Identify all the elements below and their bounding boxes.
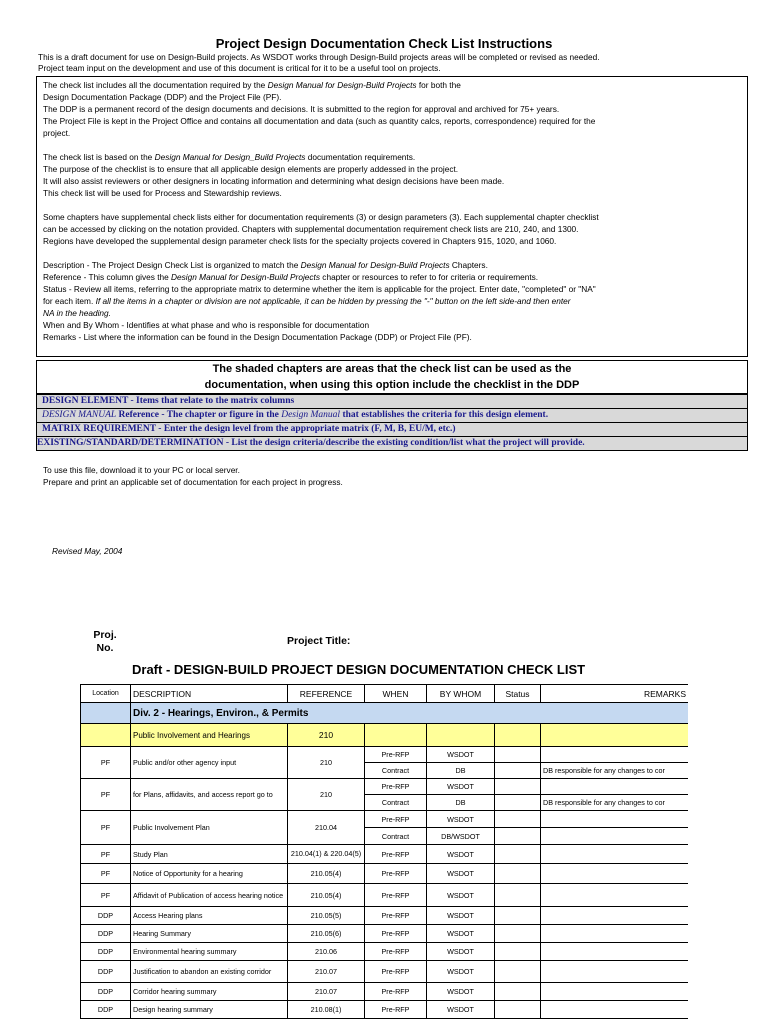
cell-reference: 210.07 bbox=[288, 961, 365, 983]
table-row[interactable] bbox=[81, 811, 691, 828]
cell-reference: 210.08(1) bbox=[288, 1001, 365, 1019]
cell-reference: 210.07 bbox=[288, 983, 365, 1001]
instruction-line: can be accessed by clicking on the notation provided. Chapters with supplemental documentation requirement check lists are 210, 240, and 1300. bbox=[43, 224, 579, 234]
cell-remarks[interactable] bbox=[541, 961, 691, 983]
cell-status[interactable] bbox=[495, 795, 541, 811]
cell-by-whom: WSDOT bbox=[427, 907, 495, 925]
revised-date: Revised May, 2004 bbox=[52, 546, 123, 556]
cell-when: Pre-RFP bbox=[365, 884, 427, 907]
project-number-label bbox=[92, 629, 118, 655]
cell-by-whom: WSDOT bbox=[427, 961, 495, 983]
table-row[interactable] bbox=[81, 925, 691, 943]
instruction-line: Remarks - List where the information can be found in the Design Documentation Package (DDP) or Project File (PF). bbox=[43, 332, 472, 342]
page-margin bbox=[688, 684, 768, 1024]
cell-description: Hearing Summary bbox=[131, 925, 288, 943]
cell-status[interactable] bbox=[495, 983, 541, 1001]
cell-status[interactable] bbox=[495, 779, 541, 795]
cell-description: Environmental hearing summary bbox=[131, 943, 288, 961]
legend-design-manual: DESIGN MANUAL Reference - The chapter or figure in the Design Manual that establishes the criteria for this design element. bbox=[36, 408, 748, 423]
table-row[interactable] bbox=[81, 943, 691, 961]
header-by-whom: BY WHOM bbox=[427, 685, 495, 703]
project-title-label: Project Title: bbox=[287, 635, 351, 647]
cell-when: Pre-RFP bbox=[365, 845, 427, 864]
cell-location: PF bbox=[81, 779, 131, 811]
usage-note bbox=[43, 464, 343, 488]
cell-location: DDP bbox=[81, 943, 131, 961]
instruction-line: Description - The Project Design Check List is organized to match the Design Manual for Design-Build Projects Chapters. bbox=[43, 260, 488, 270]
table-row[interactable] bbox=[81, 983, 691, 1001]
cell-reference: 210.04 bbox=[288, 811, 365, 845]
instruction-line: for each item. If all the items in a chapter or division are not applicable, it can be hidden by pressing the "-" button on the left side-and then enter bbox=[43, 296, 571, 306]
header-when: WHEN bbox=[365, 685, 427, 703]
cell-status[interactable] bbox=[495, 884, 541, 907]
cell-location: PF bbox=[81, 811, 131, 845]
cell-by-whom: WSDOT bbox=[427, 1001, 495, 1019]
header-location: Location bbox=[81, 685, 131, 703]
cell-status[interactable] bbox=[495, 845, 541, 864]
cell-when: Pre-RFP bbox=[365, 811, 427, 828]
intro-line: Project team input on the development and use of this document is critical for it to be a useful tool on projects. bbox=[38, 63, 441, 73]
instruction-line: When and By Whom - Identifies at what phase and who is responsible for documentation bbox=[43, 320, 370, 330]
header-remarks: REMARKS bbox=[541, 685, 691, 703]
cell-remarks[interactable] bbox=[541, 983, 691, 1001]
instruction-line: project. bbox=[43, 128, 71, 138]
cell bbox=[495, 724, 541, 747]
instructions-box bbox=[36, 76, 748, 357]
shaded-note-line: The shaded chapters are areas that the check list can be used as the bbox=[212, 363, 572, 375]
shaded-note bbox=[36, 360, 748, 394]
cell-reference: 210 bbox=[288, 747, 365, 779]
cell-location: DDP bbox=[81, 925, 131, 943]
cell-location: PF bbox=[81, 884, 131, 907]
cell-location: PF bbox=[81, 845, 131, 864]
header-description: DESCRIPTION bbox=[131, 685, 288, 703]
cell-reference: 210.05(4) bbox=[288, 884, 365, 907]
cell-remarks[interactable] bbox=[541, 845, 691, 864]
table-row[interactable] bbox=[81, 747, 691, 763]
table-row[interactable] bbox=[81, 845, 691, 864]
intro-line: This is a draft document for use on Design-Build projects. As WSDOT works through Design-Build projects areas will be completed or revised as needed. bbox=[38, 52, 600, 62]
project-number-label-line: Proj. bbox=[93, 629, 117, 641]
cell-description: Justification to abandon an existing corridor bbox=[131, 961, 288, 983]
table-row[interactable] bbox=[81, 864, 691, 884]
legend-design-element: DESIGN ELEMENT - Items that relate to the matrix columns bbox=[36, 394, 748, 409]
instruction-line: Status - Review all items, referring to the appropriate matrix to determine whether the item is applicable for the project. Enter date, "completed" or "NA" bbox=[43, 284, 596, 294]
cell-description: Study Plan bbox=[131, 845, 288, 864]
page-title: Project Design Documentation Check List Instructions bbox=[215, 36, 553, 51]
cell-description: Access Hearing plans bbox=[131, 907, 288, 925]
cell-status[interactable] bbox=[495, 943, 541, 961]
cell-location: DDP bbox=[81, 983, 131, 1001]
cell-by-whom: WSDOT bbox=[427, 845, 495, 864]
usage-line: Prepare and print an applicable set of documentation for each project in progress. bbox=[43, 477, 343, 487]
cell-when: Pre-RFP bbox=[365, 925, 427, 943]
cell-remarks[interactable] bbox=[541, 779, 691, 795]
cell-description: Public and/or other agency input bbox=[131, 747, 288, 779]
cell-description: Public Involvement Plan bbox=[131, 811, 288, 845]
instruction-line: Some chapters have supplemental check lists either for documentation requirements (3) or design parameters (3). Each supplemental chapter checklist bbox=[43, 212, 599, 222]
cell-by-whom: WSDOT bbox=[427, 925, 495, 943]
header-reference: REFERENCE bbox=[288, 685, 365, 703]
table-header-row bbox=[81, 685, 691, 703]
cell-reference: 210.05(5) bbox=[288, 907, 365, 925]
cell-when: Contract bbox=[365, 795, 427, 811]
cell-remarks[interactable] bbox=[541, 811, 691, 828]
cell-description: Notice of Opportunity for a hearing bbox=[131, 864, 288, 884]
cell-remarks[interactable] bbox=[541, 925, 691, 943]
instruction-line: It will also assist reviewers or other designers in locating information and determining what design decisions have been made. bbox=[43, 176, 505, 186]
instruction-line: NA in the heading. bbox=[43, 308, 111, 318]
cell-when: Pre-RFP bbox=[365, 983, 427, 1001]
cell-reference: 210.05(6) bbox=[288, 925, 365, 943]
cell-when: Pre-RFP bbox=[365, 943, 427, 961]
chapter-description: Public Involvement and Hearings bbox=[131, 724, 288, 747]
instruction-line: The purpose of the checklist is to ensure that all applicable design elements are properly addessed in the project. bbox=[43, 164, 459, 174]
cell-remarks[interactable] bbox=[541, 884, 691, 907]
legend-existing-standard: EXISTING/STANDARD/DETERMINATION - List the design criteria/describe the existing condition/list what the project will provide. bbox=[36, 436, 748, 451]
cell bbox=[81, 703, 131, 724]
cell-when: Contract bbox=[365, 763, 427, 779]
division-row[interactable] bbox=[81, 703, 691, 724]
project-number-label-line: No. bbox=[96, 642, 114, 654]
cell-reference: 210.05(4) bbox=[288, 864, 365, 884]
cell-by-whom: WSDOT bbox=[427, 779, 495, 795]
instruction-line: This check list will be used for Process and Stewardship reviews. bbox=[43, 188, 282, 198]
cell-description: for Plans, affidavits, and access report go to bbox=[131, 779, 288, 811]
cell-remarks[interactable] bbox=[541, 943, 691, 961]
shaded-note-line: documentation, when using this option include the checklist in the DDP bbox=[204, 379, 580, 391]
cell-by-whom: WSDOT bbox=[427, 943, 495, 961]
instruction-line: The Project File is kept in the Project Office and contains all documentation and data (such as quantity calcs, reports, correspondence) required for the bbox=[43, 116, 596, 126]
cell-status[interactable] bbox=[495, 864, 541, 884]
instruction-line: Regions have developed the supplemental design parameter check lists for the specialty projects covered in Chapters 915, 1020, and 1060. bbox=[43, 236, 557, 246]
instruction-line: The check list is based on the Design Manual for Design_Build Projects documentation requirements. bbox=[43, 152, 416, 162]
cell-location: PF bbox=[81, 864, 131, 884]
usage-line: To use this file, download it to your PC or local server. bbox=[43, 465, 240, 475]
cell-remarks[interactable] bbox=[541, 828, 691, 845]
cell-remarks[interactable]: DB responsible for any changes to cor bbox=[541, 763, 691, 779]
cell-location: PF bbox=[81, 747, 131, 779]
cell-when: Pre-RFP bbox=[365, 961, 427, 983]
cell-status[interactable] bbox=[495, 907, 541, 925]
cell-status[interactable] bbox=[495, 763, 541, 779]
table-row[interactable] bbox=[81, 779, 691, 795]
legend-matrix-requirement: MATRIX REQUIREMENT - Enter the design level from the appropriate matrix (F, M, B, EU/M, etc.) bbox=[36, 422, 748, 437]
intro-text bbox=[38, 52, 738, 74]
cell-reference: 210.06 bbox=[288, 943, 365, 961]
cell-reference: 210.04(1) & 220.04(5) bbox=[288, 845, 365, 864]
cell bbox=[365, 724, 427, 747]
cell-status[interactable] bbox=[495, 828, 541, 845]
cell-when: Pre-RFP bbox=[365, 1001, 427, 1019]
chapter-reference: 210 bbox=[288, 724, 365, 747]
table-row[interactable] bbox=[81, 961, 691, 983]
cell-status[interactable] bbox=[495, 1001, 541, 1019]
cell-when: Contract bbox=[365, 828, 427, 845]
cell-description: Design hearing summary bbox=[131, 1001, 288, 1019]
cell-location: DDP bbox=[81, 1001, 131, 1019]
cell bbox=[427, 724, 495, 747]
cell-description: Corridor hearing summary bbox=[131, 983, 288, 1001]
checklist-title: Draft - DESIGN-BUILD PROJECT DESIGN DOCUMENTATION CHECK LIST bbox=[132, 662, 586, 677]
cell-when: Pre-RFP bbox=[365, 779, 427, 795]
cell-remarks[interactable] bbox=[541, 864, 691, 884]
cell-by-whom: WSDOT bbox=[427, 811, 495, 828]
cell-when: Pre-RFP bbox=[365, 747, 427, 763]
cell-by-whom: WSDOT bbox=[427, 747, 495, 763]
cell-remarks[interactable] bbox=[541, 907, 691, 925]
cell-by-whom: DB bbox=[427, 795, 495, 811]
division-label: Div. 2 - Hearings, Environ., & Permits bbox=[131, 703, 691, 724]
cell bbox=[81, 724, 131, 747]
cell-when: Pre-RFP bbox=[365, 907, 427, 925]
cell-description: Affidavit of Publication of access hearing notice bbox=[131, 884, 288, 907]
cell-by-whom: DB/WSDOT bbox=[427, 828, 495, 845]
instruction-line: Design Documentation Package (DDP) and the Project File (PF). bbox=[43, 92, 282, 102]
cell-reference: 210 bbox=[288, 779, 365, 811]
cell-by-whom: WSDOT bbox=[427, 983, 495, 1001]
cell-remarks[interactable]: DB responsible for any changes to cor bbox=[541, 795, 691, 811]
chapter-row[interactable] bbox=[81, 724, 691, 747]
table-row[interactable] bbox=[81, 907, 691, 925]
cell-status[interactable] bbox=[495, 811, 541, 828]
cell-by-whom: WSDOT bbox=[427, 864, 495, 884]
cell-by-whom: WSDOT bbox=[427, 884, 495, 907]
instruction-line: Reference - This column gives the Design Manual for Design-Build Projects chapter or resources to refer to for criteria or requirements. bbox=[43, 272, 539, 282]
cell-location: DDP bbox=[81, 961, 131, 983]
cell-remarks[interactable] bbox=[541, 1001, 691, 1019]
cell bbox=[541, 724, 691, 747]
table-row[interactable] bbox=[81, 1001, 691, 1019]
checklist-table bbox=[80, 684, 691, 1019]
instruction-line: The DDP is a permanent record of the design documents and decisions. It is submitted to the region for approval and archived for 75+ years. bbox=[43, 104, 560, 114]
cell-status[interactable] bbox=[495, 925, 541, 943]
cell-when: Pre-RFP bbox=[365, 864, 427, 884]
table-row[interactable] bbox=[81, 884, 691, 907]
cell-remarks[interactable] bbox=[541, 747, 691, 763]
cell-by-whom: DB bbox=[427, 763, 495, 779]
cell-status[interactable] bbox=[495, 747, 541, 763]
instruction-line: The check list includes all the documentation required by the Design Manual for Design-Build Projects for both the bbox=[43, 80, 461, 90]
header-status: Status bbox=[495, 685, 541, 703]
cell-location: DDP bbox=[81, 907, 131, 925]
cell-status[interactable] bbox=[495, 961, 541, 983]
